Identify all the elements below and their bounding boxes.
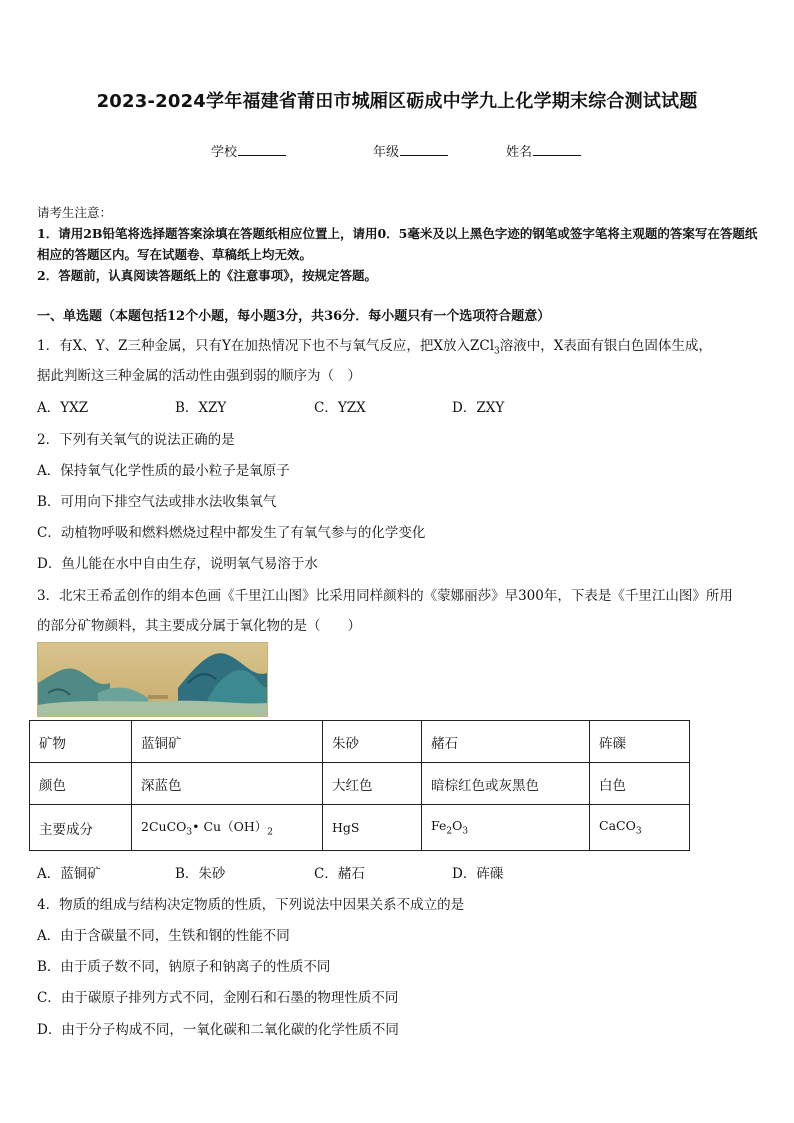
q3-option-b: B．朱砂 [175,866,226,882]
table-cell: 大红色 [323,763,422,805]
q1-subscript: 3 [494,346,500,357]
name-label: 姓名 [506,145,533,160]
page-title: 2023-2024学年福建省莆田市城厢区砺成中学九上化学期末综合测试试题 [96,91,698,112]
q2-option-d: D．鱼儿能在水中自由生存，说明氧气易溶于水 [37,556,318,572]
name-field [506,141,581,160]
table-cell: 朱砂 [323,721,422,763]
notice-block [37,202,759,286]
formula-part: 2CuCO [141,819,187,835]
formula-cell: HgS [323,805,422,851]
notice-item-1: 1．请用2B铅笔将选择题答案涂填在答题纸相应位置上，请用0．5毫米及以上黑色字迹的钢笔或签字笔将主观题的答案写在答题纸相应的答题区内。写在试题卷、草稿纸上均无效。 [37,226,758,262]
q3-option-c: C．赭石 [314,866,365,882]
mineral-pigment-table [29,720,690,851]
formula-part: O [452,818,463,834]
q3-stem-line1: 3．北宋王希孟创作的绢本色画《千里江山图》比采用同样颜料的《蒙娜丽莎》早300年，下表是《千里江山图》所用 [37,588,733,604]
table-cell: 砗磲 [590,721,690,763]
table-row [30,721,690,763]
table-row [30,763,690,805]
grade-label: 年级 [373,145,400,160]
q1-text-a: 1．有X、Y、Z三种金属，只有Y在加热情况下也不与氧气反应，把X放入ZCl [37,338,495,354]
formula-sub: 3 [462,826,469,837]
q1-text-b: 溶液中，X表面有银白色固体生成， [499,338,712,354]
q1-option-d: D．ZXY [452,400,505,416]
formula-sub: 3 [186,827,193,838]
school-blank [238,142,286,156]
table-cell: 暗棕红色或灰黑色 [422,763,590,805]
table-cell: 深蓝色 [132,763,323,805]
q1-option-b: B．XZY [175,400,227,416]
student-info-row [0,141,794,161]
section-heading: 一、单选题（本题包括12个小题，每小题3分，共36分．每小题只有一个选项符合题意） [37,309,551,324]
table-cell: 白色 [590,763,690,805]
q2-option-c: C．动植物呼吸和燃料燃烧过程中都发生了有氧气参与的化学变化 [37,525,426,541]
table-row [30,805,690,851]
table-cell: 颜色 [30,763,132,805]
q3-option-a: A．蓝铜矿 [37,866,101,882]
notice-item-2: 2．答题前，认真阅读答题纸上的《注意事项》，按规定答题。 [37,268,377,283]
q4-stem: 4．物质的组成与结构决定物质的性质，下列说法中因果关系不成立的是 [37,897,465,913]
table-cell: 主要成分 [30,805,132,851]
q4-option-b: B．由于质子数不同，钠原子和钠离子的性质不同 [37,959,331,975]
formula-cell [590,805,690,851]
notice-heading: 请考生注意： [37,205,113,220]
q1-option-c: C．YZX [314,400,366,416]
name-blank [533,142,581,156]
formula-cell [422,805,590,851]
q3-stem-line2: 的部分矿物颜料，其主要成分属于氧化物的是（ ） [37,618,361,634]
q2-option-a: A．保持氧气化学性质的最小粒子是氧原子 [37,463,290,479]
q4-option-c: C．由于碳原子排列方式不同，金刚石和石墨的物理性质不同 [37,990,399,1006]
grade-blank [400,142,448,156]
q1-stem-line2: 据此判断这三种金属的活动性由强到弱的顺序为（ ） [37,368,361,384]
grade-field [373,141,448,160]
table-cell: 矿物 [30,721,132,763]
q4-option-a: A．由于含碳量不同，生铁和钢的性能不同 [37,928,290,944]
q2-option-b: B．可用向下排空气法或排水法收集氧气 [37,494,277,510]
table-cell: 蓝铜矿 [132,721,323,763]
landscape-painting-image [37,642,268,717]
formula-sub: 2 [267,827,273,838]
formula-sub: 3 [635,826,642,837]
q1-option-a: A．YXZ [37,400,89,416]
formula-part: • Cu（OH） [192,819,268,835]
table-cell: 赭石 [422,721,590,763]
school-field [211,141,286,160]
formula-part: CaCO [599,818,636,834]
formula-cell [132,805,323,851]
formula-sub: 2 [446,826,453,837]
q1-stem-line1 [37,334,712,357]
formula-part: Fe [431,818,447,834]
q3-option-d: D．砗磲 [452,866,504,882]
q4-option-d: D．由于分子构成不同，一氧化碳和二氧化碳的化学性质不同 [37,1022,399,1038]
school-label: 学校 [211,145,238,160]
q2-stem: 2．下列有关氧气的说法正确的是 [37,432,235,448]
